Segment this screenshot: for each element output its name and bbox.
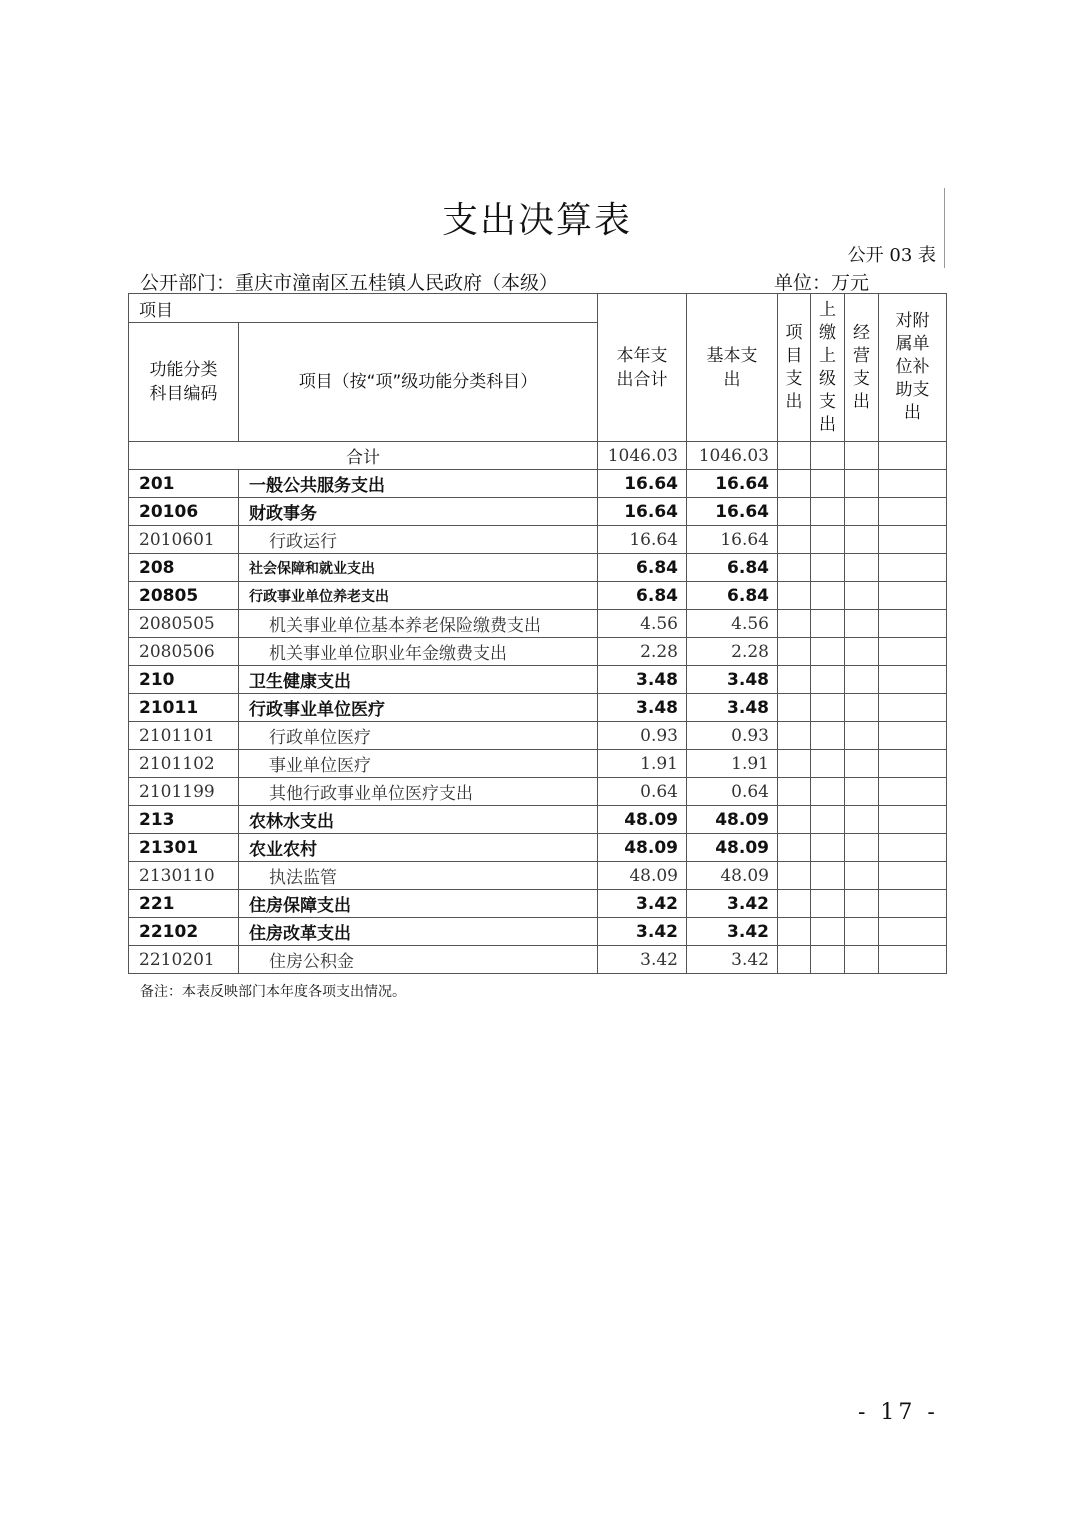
row-upper	[811, 582, 845, 610]
row-code: 210	[129, 666, 239, 694]
header-items: 项目	[129, 294, 598, 323]
row-total: 16.64	[598, 526, 687, 554]
row-subsidy	[879, 750, 947, 778]
row-basic: 48.09	[687, 806, 778, 834]
table-row	[129, 638, 947, 666]
header-upper	[811, 294, 845, 442]
row-basic: 6.84	[687, 554, 778, 582]
total-label: 合计	[129, 442, 598, 470]
row-basic: 6.84	[687, 582, 778, 610]
header-basic	[687, 294, 778, 442]
row-code: 208	[129, 554, 239, 582]
row-upper	[811, 890, 845, 918]
row-project	[778, 666, 811, 694]
table-row	[129, 498, 947, 526]
header-upper-text: 上缴上级支出	[819, 299, 836, 435]
table-row	[129, 666, 947, 694]
footnote: 备注：本表反映部门本年度各项支出情况。	[140, 984, 406, 1000]
row-basic: 3.42	[687, 918, 778, 946]
row-subsidy	[879, 722, 947, 750]
row-total: 3.42	[598, 890, 687, 918]
row-total: 6.84	[598, 554, 687, 582]
row-total: 16.64	[598, 470, 687, 498]
row-total: 3.48	[598, 694, 687, 722]
table-row	[129, 890, 947, 918]
row-subsidy	[879, 638, 947, 666]
row-name: 执法监管	[239, 862, 598, 890]
row-code: 221	[129, 890, 239, 918]
row-subsidy	[879, 666, 947, 694]
row-code: 21301	[129, 834, 239, 862]
row-upper	[811, 666, 845, 694]
row-code: 201	[129, 470, 239, 498]
row-business	[845, 778, 879, 806]
row-project	[778, 862, 811, 890]
total-business	[845, 442, 879, 470]
row-business	[845, 750, 879, 778]
row-project	[778, 890, 811, 918]
row-basic: 0.93	[687, 722, 778, 750]
row-subsidy	[879, 890, 947, 918]
row-total: 4.56	[598, 610, 687, 638]
table-row	[129, 610, 947, 638]
row-total: 1.91	[598, 750, 687, 778]
row-subsidy	[879, 554, 947, 582]
row-name: 其他行政事业单位医疗支出	[239, 778, 598, 806]
row-project	[778, 498, 811, 526]
header-total-text: 本年支出合计	[616, 345, 668, 390]
row-business	[845, 610, 879, 638]
header-project	[778, 294, 811, 442]
table-row	[129, 834, 947, 862]
row-business	[845, 638, 879, 666]
row-project	[778, 750, 811, 778]
row-business	[845, 582, 879, 610]
header-total	[598, 294, 687, 442]
row-total: 48.09	[598, 806, 687, 834]
total-basic: 1046.03	[687, 442, 778, 470]
row-total: 48.09	[598, 862, 687, 890]
row-business	[845, 918, 879, 946]
row-upper	[811, 862, 845, 890]
header-project-text: 项目支出	[785, 322, 803, 412]
row-upper	[811, 554, 845, 582]
row-basic: 1.91	[687, 750, 778, 778]
row-subsidy	[879, 862, 947, 890]
row-business	[845, 946, 879, 974]
row-project	[778, 554, 811, 582]
row-name: 财政事务	[239, 498, 598, 526]
row-code: 2101102	[129, 750, 239, 778]
row-name: 行政事业单位医疗	[239, 694, 598, 722]
total-subsidy	[879, 442, 947, 470]
row-code: 2101101	[129, 722, 239, 750]
row-subsidy	[879, 778, 947, 806]
table-row	[129, 470, 947, 498]
row-business	[845, 694, 879, 722]
row-name: 行政事业单位养老支出	[239, 582, 598, 610]
row-subsidy	[879, 526, 947, 554]
total-upper	[811, 442, 845, 470]
row-project	[778, 694, 811, 722]
row-name: 行政运行	[239, 526, 598, 554]
table-row	[129, 554, 947, 582]
row-subsidy	[879, 470, 947, 498]
row-business	[845, 806, 879, 834]
row-total: 3.42	[598, 918, 687, 946]
row-basic: 3.48	[687, 666, 778, 694]
expenditure-table	[128, 293, 947, 974]
row-project	[778, 778, 811, 806]
row-project	[778, 834, 811, 862]
header-code	[129, 323, 239, 442]
row-code: 21011	[129, 694, 239, 722]
row-name: 卫生健康支出	[239, 666, 598, 694]
row-subsidy	[879, 946, 947, 974]
table-row	[129, 722, 947, 750]
page-title: 支出决算表	[441, 200, 632, 241]
row-total: 6.84	[598, 582, 687, 610]
row-business	[845, 834, 879, 862]
form-number: 公开 03 表	[847, 245, 936, 266]
row-upper	[811, 610, 845, 638]
row-code: 213	[129, 806, 239, 834]
row-basic: 4.56	[687, 610, 778, 638]
row-project	[778, 918, 811, 946]
row-project	[778, 638, 811, 666]
row-name: 住房改革支出	[239, 918, 598, 946]
row-name: 住房公积金	[239, 946, 598, 974]
header-subsidy	[879, 294, 947, 442]
row-project	[778, 610, 811, 638]
row-basic: 16.64	[687, 526, 778, 554]
table-row	[129, 862, 947, 890]
table-row	[129, 778, 947, 806]
header-basic-text: 基本支出	[706, 345, 758, 390]
header-business	[845, 294, 879, 442]
row-name: 机关事业单位职业年金缴费支出	[239, 638, 598, 666]
row-upper	[811, 946, 845, 974]
row-upper	[811, 834, 845, 862]
row-subsidy	[879, 918, 947, 946]
row-basic: 3.42	[687, 890, 778, 918]
row-subsidy	[879, 694, 947, 722]
row-business	[845, 526, 879, 554]
row-basic: 3.42	[687, 946, 778, 974]
row-total: 0.93	[598, 722, 687, 750]
row-upper	[811, 750, 845, 778]
row-total: 0.64	[598, 778, 687, 806]
row-code: 2080506	[129, 638, 239, 666]
unit-label: 单位：万元	[774, 272, 870, 294]
row-project	[778, 526, 811, 554]
row-upper	[811, 806, 845, 834]
row-name: 社会保障和就业支出	[239, 554, 598, 582]
row-subsidy	[879, 610, 947, 638]
row-subsidy	[879, 582, 947, 610]
row-business	[845, 862, 879, 890]
row-business	[845, 470, 879, 498]
row-basic: 2.28	[687, 638, 778, 666]
row-name: 行政单位医疗	[239, 722, 598, 750]
row-code: 2101199	[129, 778, 239, 806]
row-subsidy	[879, 806, 947, 834]
row-code: 2210201	[129, 946, 239, 974]
row-project	[778, 582, 811, 610]
row-business	[845, 722, 879, 750]
row-business	[845, 554, 879, 582]
row-business	[845, 666, 879, 694]
table-row	[129, 526, 947, 554]
row-basic: 48.09	[687, 862, 778, 890]
row-basic: 16.64	[687, 470, 778, 498]
row-code: 2080505	[129, 610, 239, 638]
page-number: - 17 -	[858, 1400, 939, 1425]
department-label: 公开部门：重庆市潼南区五桂镇人民政府（本级）	[140, 272, 559, 294]
row-upper	[811, 918, 845, 946]
row-project	[778, 946, 811, 974]
row-code: 2130110	[129, 862, 239, 890]
row-name: 住房保障支出	[239, 890, 598, 918]
row-subsidy	[879, 834, 947, 862]
row-total: 3.42	[598, 946, 687, 974]
table-row	[129, 918, 947, 946]
table-row	[129, 694, 947, 722]
row-total: 2.28	[598, 638, 687, 666]
row-total: 48.09	[598, 834, 687, 862]
row-upper	[811, 470, 845, 498]
row-upper	[811, 498, 845, 526]
table-row	[129, 946, 947, 974]
row-name: 农林水支出	[239, 806, 598, 834]
row-basic: 3.48	[687, 694, 778, 722]
row-upper	[811, 638, 845, 666]
table-row	[129, 806, 947, 834]
header-business-text: 经营支出	[853, 322, 870, 412]
row-name: 农业农村	[239, 834, 598, 862]
row-project	[778, 806, 811, 834]
row-basic: 0.64	[687, 778, 778, 806]
header-subsidy-text: 对附属单位补助支出	[895, 311, 930, 423]
row-name: 机关事业单位基本养老保险缴费支出	[239, 610, 598, 638]
total-row	[129, 442, 947, 470]
row-business	[845, 498, 879, 526]
row-project	[778, 722, 811, 750]
row-basic: 48.09	[687, 834, 778, 862]
total-amount: 1046.03	[598, 442, 687, 470]
row-code: 20805	[129, 582, 239, 610]
row-project	[778, 470, 811, 498]
row-code: 2010601	[129, 526, 239, 554]
row-subsidy	[879, 498, 947, 526]
row-business	[845, 890, 879, 918]
total-project	[778, 442, 811, 470]
table-row	[129, 582, 947, 610]
table-row	[129, 750, 947, 778]
row-upper	[811, 694, 845, 722]
row-upper	[811, 722, 845, 750]
row-name: 事业单位医疗	[239, 750, 598, 778]
header-name: 项目（按“项”级功能分类科目）	[239, 323, 598, 442]
row-total: 3.48	[598, 666, 687, 694]
row-upper	[811, 778, 845, 806]
row-total: 16.64	[598, 498, 687, 526]
row-name: 一般公共服务支出	[239, 470, 598, 498]
row-basic: 16.64	[687, 498, 778, 526]
row-upper	[811, 526, 845, 554]
header-code-text: 功能分类科目编码	[149, 360, 218, 404]
row-code: 20106	[129, 498, 239, 526]
row-code: 22102	[129, 918, 239, 946]
